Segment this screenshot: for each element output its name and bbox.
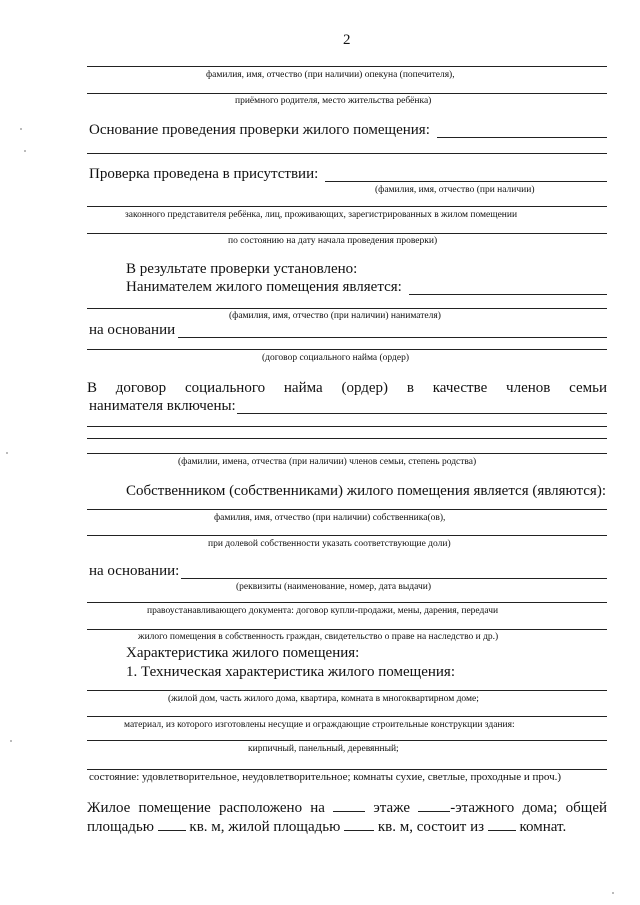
basis-line-2[interactable] [87, 153, 607, 154]
tech-caption-2: материал, из которого изготовлены несущие и ограждающие строительные конструкции здания: [124, 720, 515, 730]
on-basis-label-2: на основании: [89, 563, 180, 579]
area-text-3: кв. м, состоит из [377, 819, 485, 835]
guardian-line[interactable] [87, 66, 607, 67]
tenant-line-2[interactable] [87, 308, 607, 309]
family-line-2[interactable] [87, 426, 607, 427]
presence-caption-2: законного представителя ребёнка, лиц, проживающих, зарегистрированных в жилом помещении [125, 210, 518, 220]
doc-line-3[interactable] [87, 629, 607, 630]
floor-field[interactable] [333, 799, 365, 812]
presence-line-3[interactable] [87, 233, 607, 234]
basis-label: Основание проведения проверки жилого помещения: [89, 122, 430, 138]
tech-line-2[interactable] [87, 716, 607, 717]
family-caption: (фамилии, имена, отчества (при наличии) членов семьи, степень родства) [178, 457, 477, 467]
basis-field[interactable] [437, 137, 607, 138]
scan-speck [6, 452, 8, 454]
presence-caption-3: по состоянию на дату начала проведения проверки) [228, 236, 438, 246]
contract-line[interactable] [87, 349, 607, 350]
presence-line-2[interactable] [87, 206, 607, 207]
living-area-field[interactable] [344, 818, 374, 831]
family-field[interactable] [237, 413, 607, 414]
scan-speck [24, 150, 26, 152]
scan-speck [612, 892, 614, 894]
owner-line-2[interactable] [87, 535, 607, 536]
rooms-field[interactable] [488, 818, 516, 831]
char-heading: Характеристика жилого помещения: [126, 645, 360, 661]
location-text-3: -этажного дома; общей [450, 800, 608, 816]
family-text-1: В договор социального найма (ордер) в качестве членов семьи [87, 380, 607, 396]
scan-speck [20, 128, 22, 130]
floors-total-field[interactable] [418, 799, 450, 812]
presence-label: Проверка проведена в присутствии: [89, 166, 319, 182]
page-number: 2 [343, 32, 351, 48]
tech-heading: 1. Техническая характеристика жилого помещения: [126, 664, 455, 680]
tech-line-1[interactable] [87, 690, 607, 691]
presence-caption-1: (фамилия, имя, отчество (при наличии) [375, 185, 535, 195]
owner-line-1[interactable] [87, 509, 607, 510]
area-text-4: комнат. [519, 819, 567, 835]
family-line-3[interactable] [87, 438, 607, 439]
total-area-field[interactable] [158, 818, 186, 831]
location-text-1: Жилое помещение расположено на [87, 800, 325, 816]
guardian-caption-1: фамилия, имя, отчество (при наличии) опекуна (попечителя), [206, 70, 455, 80]
guardian-caption-2: приёмного родителя, место жительства ребёнка) [235, 96, 432, 106]
scan-speck [10, 740, 12, 742]
area-line [87, 818, 566, 836]
area-text-2: кв. м, жилой площадью [189, 819, 341, 835]
family-line-4[interactable] [87, 453, 607, 454]
on-basis-field[interactable] [178, 337, 607, 338]
location-text-2: этаже [373, 800, 411, 816]
owner-label: Собственником (собственниками) жилого помещения является (являются): [126, 483, 606, 499]
result-heading: В результате проверки установлено: [126, 261, 358, 277]
contract-caption: (договор социального найма (ордер) [262, 353, 410, 363]
area-text-1: площадью [87, 819, 154, 835]
presence-field[interactable] [325, 181, 607, 182]
tech-caption-3: кирпичный, панельный, деревянный; [248, 744, 399, 754]
doc-caption-3: жилого помещения в собственность граждан, свидетельство о праве на наследство и др.) [138, 632, 499, 642]
family-text-2: нанимателя включены: [89, 398, 236, 414]
doc-caption-1: (реквизиты (наименование, номер, дата выдачи) [236, 582, 431, 592]
guardian-line-2[interactable] [87, 93, 607, 94]
doc-caption-2: правоустанавливающего документа: договор купли-продажи, мены, дарения, передачи [147, 606, 499, 616]
tenant-caption: (фамилия, имя, отчество (при наличии) нанимателя) [229, 311, 441, 321]
owner-caption-2: при долевой собственности указать соответствующие доли) [208, 539, 451, 549]
owner-caption-1: фамилия, имя, отчество (при наличии) собственника(ов), [214, 513, 446, 523]
tech-caption-1: (жилой дом, часть жилого дома, квартира, комната в многоквартирном доме; [168, 694, 479, 704]
doc-line-2[interactable] [87, 602, 607, 603]
tech-line-3[interactable] [87, 740, 607, 741]
tech-caption-4: состояние: удовлетворительное, неудовлетворительное; комнаты сухие, светлые, проходные и проч.) [89, 771, 562, 783]
on-basis-field-2[interactable] [181, 578, 607, 579]
location-line [87, 799, 607, 817]
tenant-label: Нанимателем жилого помещения является: [126, 279, 402, 295]
on-basis-label: на основании [89, 322, 176, 338]
tenant-field[interactable] [409, 294, 607, 295]
tech-line-4[interactable] [87, 769, 607, 770]
